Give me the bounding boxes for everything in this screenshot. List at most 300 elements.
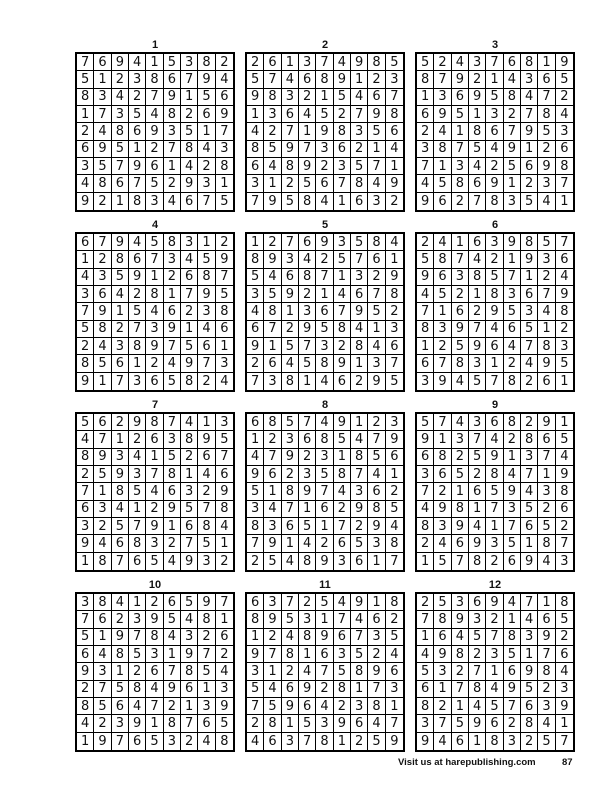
sudoku-cell: 4	[94, 338, 111, 355]
sudoku-cell: 5	[434, 286, 451, 303]
sudoku-cell: 6	[247, 594, 264, 611]
sudoku-cell: 9	[334, 355, 351, 372]
sudoku-cell: 9	[417, 269, 434, 286]
sudoku-cell: 7	[247, 373, 264, 390]
sudoku-cell: 3	[556, 123, 573, 140]
sudoku-cell: 3	[299, 466, 316, 483]
sudoku-cell: 1	[164, 646, 181, 663]
sudoku-cell: 2	[94, 715, 111, 732]
sudoku-cell: 7	[486, 629, 503, 646]
sudoku-cell: 4	[368, 466, 385, 483]
sudoku-cell: 2	[198, 483, 215, 500]
sudoku-cell: 3	[77, 518, 94, 535]
sudoku-cell: 9	[247, 646, 264, 663]
sudoku-cell: 8	[77, 355, 94, 372]
sudoku-cell: 1	[216, 535, 233, 552]
sudoku-cell: 4	[164, 355, 181, 372]
sudoku-cell: 2	[77, 681, 94, 698]
sudoku-cell: 4	[556, 663, 573, 680]
sudoku-cell: 4	[368, 175, 385, 192]
sudoku-grid	[245, 412, 405, 572]
sudoku-cell: 8	[368, 698, 385, 715]
sudoku-cell: 5	[469, 629, 486, 646]
sudoku-cell: 4	[94, 646, 111, 663]
sudoku-cell: 6	[247, 414, 264, 431]
sudoku-cell: 9	[94, 733, 111, 750]
sudoku-cell: 6	[216, 89, 233, 106]
sudoku-cell: 8	[198, 611, 215, 628]
sudoku-cell: 4	[146, 106, 163, 123]
sudoku-cell: 1	[198, 123, 215, 140]
sudoku-cell: 5	[181, 501, 198, 518]
sudoku-cell: 2	[556, 629, 573, 646]
sudoku-cell: 4	[434, 733, 451, 750]
sudoku-cell: 2	[334, 338, 351, 355]
sudoku-cell: 4	[299, 535, 316, 552]
sudoku-cell: 5	[486, 89, 503, 106]
sudoku-cell: 4	[129, 698, 146, 715]
sudoku-cell: 4	[77, 431, 94, 448]
sudoku-cell: 2	[504, 715, 521, 732]
sudoku-cell: 2	[452, 286, 469, 303]
sudoku-cell: 7	[368, 431, 385, 448]
sudoku-cell: 4	[521, 355, 538, 372]
sudoku-cell: 5	[264, 553, 281, 570]
sudoku-cell: 1	[434, 431, 451, 448]
sudoku-cell: 7	[469, 321, 486, 338]
sudoku-cell: 2	[316, 251, 333, 268]
sudoku-cell: 4	[434, 234, 451, 251]
sudoku-cell: 5	[77, 629, 94, 646]
sudoku-cell: 1	[521, 646, 538, 663]
sudoku-cell: 4	[386, 518, 403, 535]
sudoku-cell: 3	[368, 193, 385, 210]
sudoku-cell: 8	[469, 553, 486, 570]
sudoku-cell: 2	[538, 501, 555, 518]
sudoku-cell: 6	[181, 269, 198, 286]
sudoku-cell: 5	[417, 663, 434, 680]
sudoku-cell: 1	[386, 698, 403, 715]
sudoku-cell: 2	[452, 663, 469, 680]
sudoku-cell: 4	[556, 269, 573, 286]
sudoku-cell: 7	[334, 175, 351, 192]
sudoku-cell: 5	[556, 431, 573, 448]
sudoku-puzzle	[75, 578, 235, 752]
sudoku-cell: 4	[538, 193, 555, 210]
sudoku-cell: 2	[538, 269, 555, 286]
sudoku-cell: 7	[521, 466, 538, 483]
sudoku-cell: 3	[538, 698, 555, 715]
sudoku-cell: 1	[181, 321, 198, 338]
sudoku-cell: 3	[486, 106, 503, 123]
sudoku-cell: 5	[368, 449, 385, 466]
sudoku-cell: 1	[146, 269, 163, 286]
sudoku-cell: 8	[504, 414, 521, 431]
sudoku-cell: 4	[351, 321, 368, 338]
sudoku-cell: 5	[452, 715, 469, 732]
sudoku-cell: 2	[129, 663, 146, 680]
sudoku-cell: 3	[198, 303, 215, 320]
sudoku-cell: 7	[486, 501, 503, 518]
sudoku-cell: 2	[351, 373, 368, 390]
sudoku-cell: 6	[556, 501, 573, 518]
sudoku-cell: 8	[504, 373, 521, 390]
sudoku-cell: 6	[198, 715, 215, 732]
sudoku-cell: 3	[198, 175, 215, 192]
sudoku-cell: 5	[469, 449, 486, 466]
sudoku-cell: 3	[129, 71, 146, 88]
sudoku-cell: 4	[351, 611, 368, 628]
sudoku-cell: 7	[316, 663, 333, 680]
sudoku-cell: 6	[521, 158, 538, 175]
sudoku-cell: 5	[538, 733, 555, 750]
sudoku-cell: 7	[247, 698, 264, 715]
sudoku-cell: 9	[299, 483, 316, 500]
sudoku-cell: 3	[486, 535, 503, 552]
sudoku-cell: 5	[129, 303, 146, 320]
sudoku-cell: 1	[504, 175, 521, 192]
sudoku-cell: 5	[247, 269, 264, 286]
sudoku-cell: 6	[112, 355, 129, 372]
sudoku-cell: 8	[334, 123, 351, 140]
sudoku-cell: 6	[504, 54, 521, 71]
sudoku-cell: 6	[486, 715, 503, 732]
sudoku-cell: 4	[521, 483, 538, 500]
sudoku-cell: 2	[368, 414, 385, 431]
sudoku-cell: 8	[504, 89, 521, 106]
sudoku-cell: 7	[181, 286, 198, 303]
sudoku-cell: 1	[486, 663, 503, 680]
sudoku-cell: 2	[469, 466, 486, 483]
sudoku-cell: 1	[521, 141, 538, 158]
sudoku-cell: 2	[77, 338, 94, 355]
sudoku-puzzle	[245, 38, 405, 212]
sudoku-cell: 8	[334, 466, 351, 483]
sudoku-cell: 2	[129, 431, 146, 448]
sudoku-cell: 9	[216, 251, 233, 268]
sudoku-cell: 8	[434, 449, 451, 466]
sudoku-cell: 4	[181, 158, 198, 175]
sudoku-cell: 3	[486, 234, 503, 251]
sudoku-cell: 7	[386, 355, 403, 372]
sudoku-cell: 9	[216, 483, 233, 500]
sudoku-cell: 2	[299, 449, 316, 466]
sudoku-cell: 7	[316, 269, 333, 286]
sudoku-cell: 1	[351, 414, 368, 431]
sudoku-cell: 8	[556, 594, 573, 611]
sudoku-cell: 4	[216, 663, 233, 680]
sudoku-cell: 4	[504, 338, 521, 355]
sudoku-cell: 3	[299, 611, 316, 628]
sudoku-cell: 7	[247, 535, 264, 552]
sudoku-cell: 3	[282, 251, 299, 268]
sudoku-cell: 5	[94, 158, 111, 175]
sudoku-cell: 9	[216, 106, 233, 123]
sudoku-cell: 4	[282, 553, 299, 570]
sudoku-cell: 9	[469, 535, 486, 552]
sudoku-cell: 5	[112, 141, 129, 158]
sudoku-cell: 8	[77, 698, 94, 715]
sudoku-cell: 4	[452, 54, 469, 71]
sudoku-cell: 7	[146, 466, 163, 483]
sudoku-cell: 6	[181, 518, 198, 535]
sudoku-cell: 5	[504, 646, 521, 663]
sudoku-cell: 7	[181, 715, 198, 732]
sudoku-cell: 2	[247, 54, 264, 71]
puzzle-number: 6	[491, 219, 499, 231]
sudoku-cell: 4	[521, 611, 538, 628]
sudoku-cell: 6	[368, 89, 385, 106]
sudoku-cell: 3	[181, 629, 198, 646]
sudoku-cell: 6	[264, 54, 281, 71]
sudoku-cell: 7	[164, 663, 181, 680]
sudoku-cell: 1	[247, 629, 264, 646]
sudoku-cell: 2	[556, 518, 573, 535]
sudoku-cell: 6	[94, 54, 111, 71]
sudoku-cell: 1	[112, 663, 129, 680]
sudoku-cell: 9	[164, 89, 181, 106]
sudoku-cell: 8	[146, 286, 163, 303]
sudoku-cell: 2	[198, 158, 215, 175]
sudoku-cell: 1	[469, 106, 486, 123]
sudoku-cell: 8	[94, 175, 111, 192]
sudoku-cell: 2	[299, 286, 316, 303]
sudoku-cell: 2	[351, 141, 368, 158]
sudoku-cell: 1	[556, 414, 573, 431]
sudoku-cell: 8	[486, 466, 503, 483]
sudoku-cell: 9	[486, 303, 503, 320]
sudoku-puzzle	[75, 398, 235, 572]
sudoku-cell: 6	[469, 483, 486, 500]
sudoku-cell: 8	[181, 431, 198, 448]
sudoku-cell: 4	[434, 535, 451, 552]
sudoku-cell: 3	[504, 733, 521, 750]
sudoku-cell: 1	[521, 535, 538, 552]
sudoku-cell: 7	[417, 158, 434, 175]
sudoku-cell: 2	[316, 535, 333, 552]
sudoku-cell: 5	[452, 106, 469, 123]
sudoku-cell: 8	[469, 123, 486, 140]
sudoku-cell: 6	[198, 106, 215, 123]
sudoku-cell: 1	[538, 594, 555, 611]
sudoku-cell: 8	[247, 251, 264, 268]
sudoku-cell: 8	[521, 715, 538, 732]
sudoku-cell: 9	[334, 71, 351, 88]
sudoku-cell: 8	[181, 373, 198, 390]
sudoku-cell: 4	[112, 594, 129, 611]
sudoku-cell: 5	[386, 54, 403, 71]
sudoku-cell: 9	[94, 303, 111, 320]
sudoku-cell: 6	[521, 518, 538, 535]
sudoku-cell: 5	[504, 535, 521, 552]
sudoku-cell: 2	[264, 234, 281, 251]
sudoku-cell: 7	[299, 733, 316, 750]
sudoku-cell: 4	[146, 303, 163, 320]
sudoku-cell: 1	[351, 355, 368, 372]
sudoku-cell: 3	[129, 611, 146, 628]
sudoku-cell: 9	[538, 414, 555, 431]
sudoku-cell: 5	[521, 501, 538, 518]
sudoku-cell: 2	[486, 553, 503, 570]
sudoku-cell: 1	[164, 158, 181, 175]
sudoku-cell: 5	[181, 594, 198, 611]
sudoku-cell: 8	[556, 158, 573, 175]
sudoku-cell: 9	[351, 54, 368, 71]
sudoku-cell: 7	[316, 54, 333, 71]
sudoku-cell: 4	[77, 715, 94, 732]
sudoku-cell: 1	[486, 355, 503, 372]
sudoku-cell: 4	[538, 303, 555, 320]
sudoku-cell: 6	[264, 466, 281, 483]
sudoku-cell: 8	[386, 594, 403, 611]
sudoku-cell: 7	[538, 449, 555, 466]
sudoku-cell: 2	[521, 373, 538, 390]
sudoku-cell: 4	[146, 483, 163, 500]
sudoku-cell: 2	[181, 106, 198, 123]
sudoku-cell: 6	[247, 158, 264, 175]
sudoku-cell: 1	[247, 234, 264, 251]
sudoku-cell: 9	[299, 681, 316, 698]
sudoku-cell: 9	[452, 71, 469, 88]
sudoku-cell: 3	[164, 251, 181, 268]
sudoku-cell: 7	[181, 535, 198, 552]
sudoku-cell: 5	[164, 54, 181, 71]
sudoku-cell: 9	[334, 715, 351, 732]
sudoku-cell: 5	[434, 553, 451, 570]
sudoku-cell: 3	[538, 175, 555, 192]
sudoku-cell: 9	[164, 501, 181, 518]
sudoku-cell: 4	[282, 629, 299, 646]
sudoku-cell: 2	[538, 681, 555, 698]
sudoku-cell: 7	[560, 733, 569, 749]
sudoku-cell: 7	[351, 629, 368, 646]
sudoku-cell: 5	[77, 71, 94, 88]
sudoku-cell: 3	[216, 681, 233, 698]
sudoku-cell: 2	[216, 646, 233, 663]
sudoku-cell: 7	[434, 715, 451, 732]
sudoku-cell: 3	[112, 106, 129, 123]
sudoku-cell: 9	[504, 681, 521, 698]
sudoku-cell: 1	[77, 553, 94, 570]
sudoku-cell: 7	[129, 175, 146, 192]
sudoku-cell: 6	[386, 663, 403, 680]
sudoku-cell: 7	[368, 158, 385, 175]
sudoku-cell: 8	[299, 553, 316, 570]
sudoku-cell: 4	[417, 646, 434, 663]
sudoku-cell: 6	[198, 449, 215, 466]
sudoku-cell: 5	[247, 681, 264, 698]
sudoku-cell: 7	[504, 518, 521, 535]
sudoku-cell: 9	[264, 251, 281, 268]
sudoku-cell: 3	[299, 54, 316, 71]
sudoku-cell: 1	[434, 303, 451, 320]
sudoku-cell: 7	[386, 715, 403, 732]
sudoku-cell: 2	[486, 158, 503, 175]
sudoku-cell: 7	[434, 71, 451, 88]
sudoku-cell: 6	[181, 681, 198, 698]
sudoku-cell: 9	[94, 449, 111, 466]
sudoku-cell: 8	[181, 141, 198, 158]
sudoku-cell: 2	[316, 158, 333, 175]
sudoku-cell: 7	[129, 518, 146, 535]
sudoku-cell: 4	[282, 71, 299, 88]
sudoku-cell: 8	[198, 54, 215, 71]
sudoku-cell: 2	[504, 106, 521, 123]
sudoku-cell: 1	[216, 611, 233, 628]
sudoku-cell: 2	[129, 89, 146, 106]
sudoku-cell: 9	[386, 175, 403, 192]
sudoku-cell: 1	[112, 431, 129, 448]
sudoku-cell: 9	[181, 175, 198, 192]
sudoku-cell: 2	[469, 71, 486, 88]
sudoku-cell: 6	[386, 123, 403, 140]
sudoku-cell: 2	[77, 123, 94, 140]
sudoku-cell: 7	[77, 611, 94, 628]
sudoku-cell: 5	[220, 193, 229, 209]
sudoku-cell: 3	[538, 483, 555, 500]
sudoku-cell: 9	[299, 321, 316, 338]
sudoku-cell: 6	[351, 553, 368, 570]
sudoku-cell: 7	[112, 158, 129, 175]
sudoku-cell: 8	[112, 646, 129, 663]
sudoku-cell: 6	[452, 303, 469, 320]
sudoku-cell: 3	[368, 535, 385, 552]
sudoku-cell: 2	[198, 629, 215, 646]
sudoku-cell: 4	[198, 321, 215, 338]
sudoku-cell: 4	[216, 71, 233, 88]
sudoku-cell: 1	[434, 158, 451, 175]
sudoku-cell: 5	[521, 681, 538, 698]
sudoku-cell: 3	[452, 269, 469, 286]
sudoku-cell: 8	[538, 535, 555, 552]
sudoku-cell: 8	[216, 303, 233, 320]
sudoku-cell: 3	[351, 123, 368, 140]
sudoku-cell: 5	[94, 466, 111, 483]
sudoku-cell: 5	[77, 414, 94, 431]
puzzle-number: 12	[488, 579, 502, 591]
sudoku-cell: 8	[146, 414, 163, 431]
sudoku-cell: 2	[216, 234, 233, 251]
sudoku-cell: 7	[417, 483, 434, 500]
sudoku-cell: 6	[94, 286, 111, 303]
sudoku-cell: 3	[247, 175, 264, 192]
sudoku-cell: 9	[434, 373, 451, 390]
sudoku-cell: 7	[368, 681, 385, 698]
sudoku-cell: 7	[282, 501, 299, 518]
sudoku-cell: 6	[556, 141, 573, 158]
sudoku-cell: 4	[181, 251, 198, 268]
sudoku-cell: 8	[112, 483, 129, 500]
sudoku-cell: 5	[390, 373, 399, 389]
sudoku-cell: 5	[282, 611, 299, 628]
sudoku-cell: 3	[264, 594, 281, 611]
sudoku-cell: 3	[434, 321, 451, 338]
sudoku-cell: 8	[469, 269, 486, 286]
sudoku-cell: 8	[247, 611, 264, 628]
sudoku-cell: 6	[164, 483, 181, 500]
sudoku-cell: 6	[316, 646, 333, 663]
sudoku-cell: 6	[486, 123, 503, 140]
sudoku-cell: 6	[469, 234, 486, 251]
sudoku-cell: 5	[164, 449, 181, 466]
sudoku-cell: 5	[112, 269, 129, 286]
sudoku-cell: 4	[247, 449, 264, 466]
sudoku-cell: 8	[556, 483, 573, 500]
sudoku-cell: 5	[112, 518, 129, 535]
sudoku-cell: 6	[521, 286, 538, 303]
sudoku-cell: 1	[538, 54, 555, 71]
sudoku-cell: 3	[556, 338, 573, 355]
